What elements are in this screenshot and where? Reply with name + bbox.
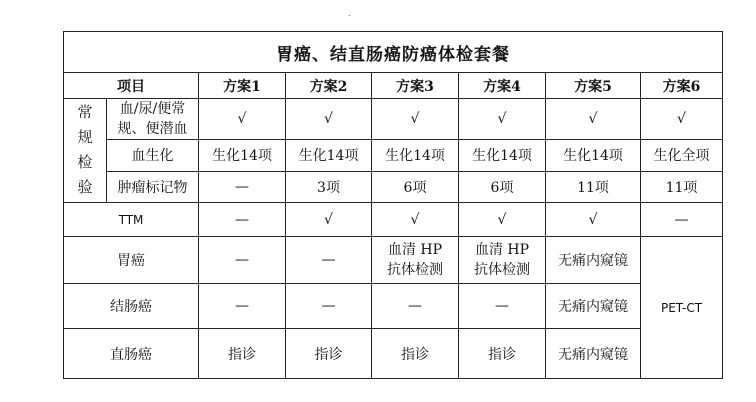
cell-check: √ [459,98,546,139]
cell-value: — [286,283,372,329]
routine-exam-group-label: 常 规 检 验 [64,98,107,202]
cell-value: √ [372,202,459,236]
cell-value: — [641,202,723,236]
cell-value: 生化14项 [372,140,459,171]
cell-value: 无痛内窥镜 [546,329,641,379]
cell-value: — [286,237,372,284]
cell-value: 生化14项 [546,140,641,171]
table-row [64,283,723,329]
row-label-biochem: 血生化 [107,140,199,171]
cell-value: √ [459,202,546,236]
cell-value: 无痛内窥镜 [546,237,641,284]
cell-value: 生化14项 [459,140,546,171]
cell-value: 6项 [459,171,546,202]
cell-value: 指诊 [286,329,372,379]
cell-value: 无痛内窥镜 [546,283,641,329]
cell-check: √ [286,98,372,139]
table-title: 胃癌、结直肠癌防癌体检套餐 [64,32,723,73]
table-row [64,237,723,284]
header-plan-4: 方案4 [459,73,546,98]
row-label-blood-urine-stool: 血/尿/便常 规、便潜血 [107,98,199,139]
table-row [64,140,723,171]
cell-check: √ [372,98,459,139]
header-plan-6: 方案6 [641,73,723,98]
table-row [64,202,723,236]
cell-check: √ [199,98,286,139]
cell-value: 生化14项 [286,140,372,171]
cell-pet-ct: PET-CT [641,237,723,379]
cell-value: — [199,283,286,329]
cell-value: 生化14项 [199,140,286,171]
cell-value: — [372,283,459,329]
cell-value: 血清 HP 抗体检测 [459,237,546,284]
cell-value: √ [546,202,641,236]
cell-check: √ [641,98,723,139]
cell-check: √ [546,98,641,139]
header-row [64,73,723,98]
header-plan-2: 方案2 [286,73,372,98]
cell-value: √ [286,202,372,236]
header-item: 项目 [64,73,199,98]
cell-value: — [459,283,546,329]
table-row [64,171,723,202]
header-plan-1: 方案1 [199,73,286,98]
row-label-rectal-cancer: 直肠癌 [64,329,199,379]
cell-value: 11项 [641,171,723,202]
cell-value: — [199,202,286,236]
cell-value: — [199,237,286,284]
cell-value: 11项 [546,171,641,202]
header-plan-5: 方案5 [546,73,641,98]
table-row [64,98,723,139]
cell-value: 指诊 [372,329,459,379]
cell-value: — [199,171,286,202]
table-row [64,329,723,379]
top-dot-mark: . [348,9,351,18]
cell-value: 血清 HP 抗体检测 [372,237,459,284]
cell-value: 6项 [372,171,459,202]
cell-value: 指诊 [459,329,546,379]
row-label-colon-cancer: 结肠癌 [64,283,199,329]
row-label-gastric-cancer: 胃癌 [64,237,199,284]
header-plan-3: 方案3 [372,73,459,98]
cell-value: 指诊 [199,329,286,379]
row-label-tumor-markers: 肿瘤标记物 [107,171,199,202]
row-label-ttm: TTM [64,202,199,236]
cell-value: 3项 [286,171,372,202]
checkup-package-table [63,31,723,379]
cell-value: 生化全项 [641,140,723,171]
